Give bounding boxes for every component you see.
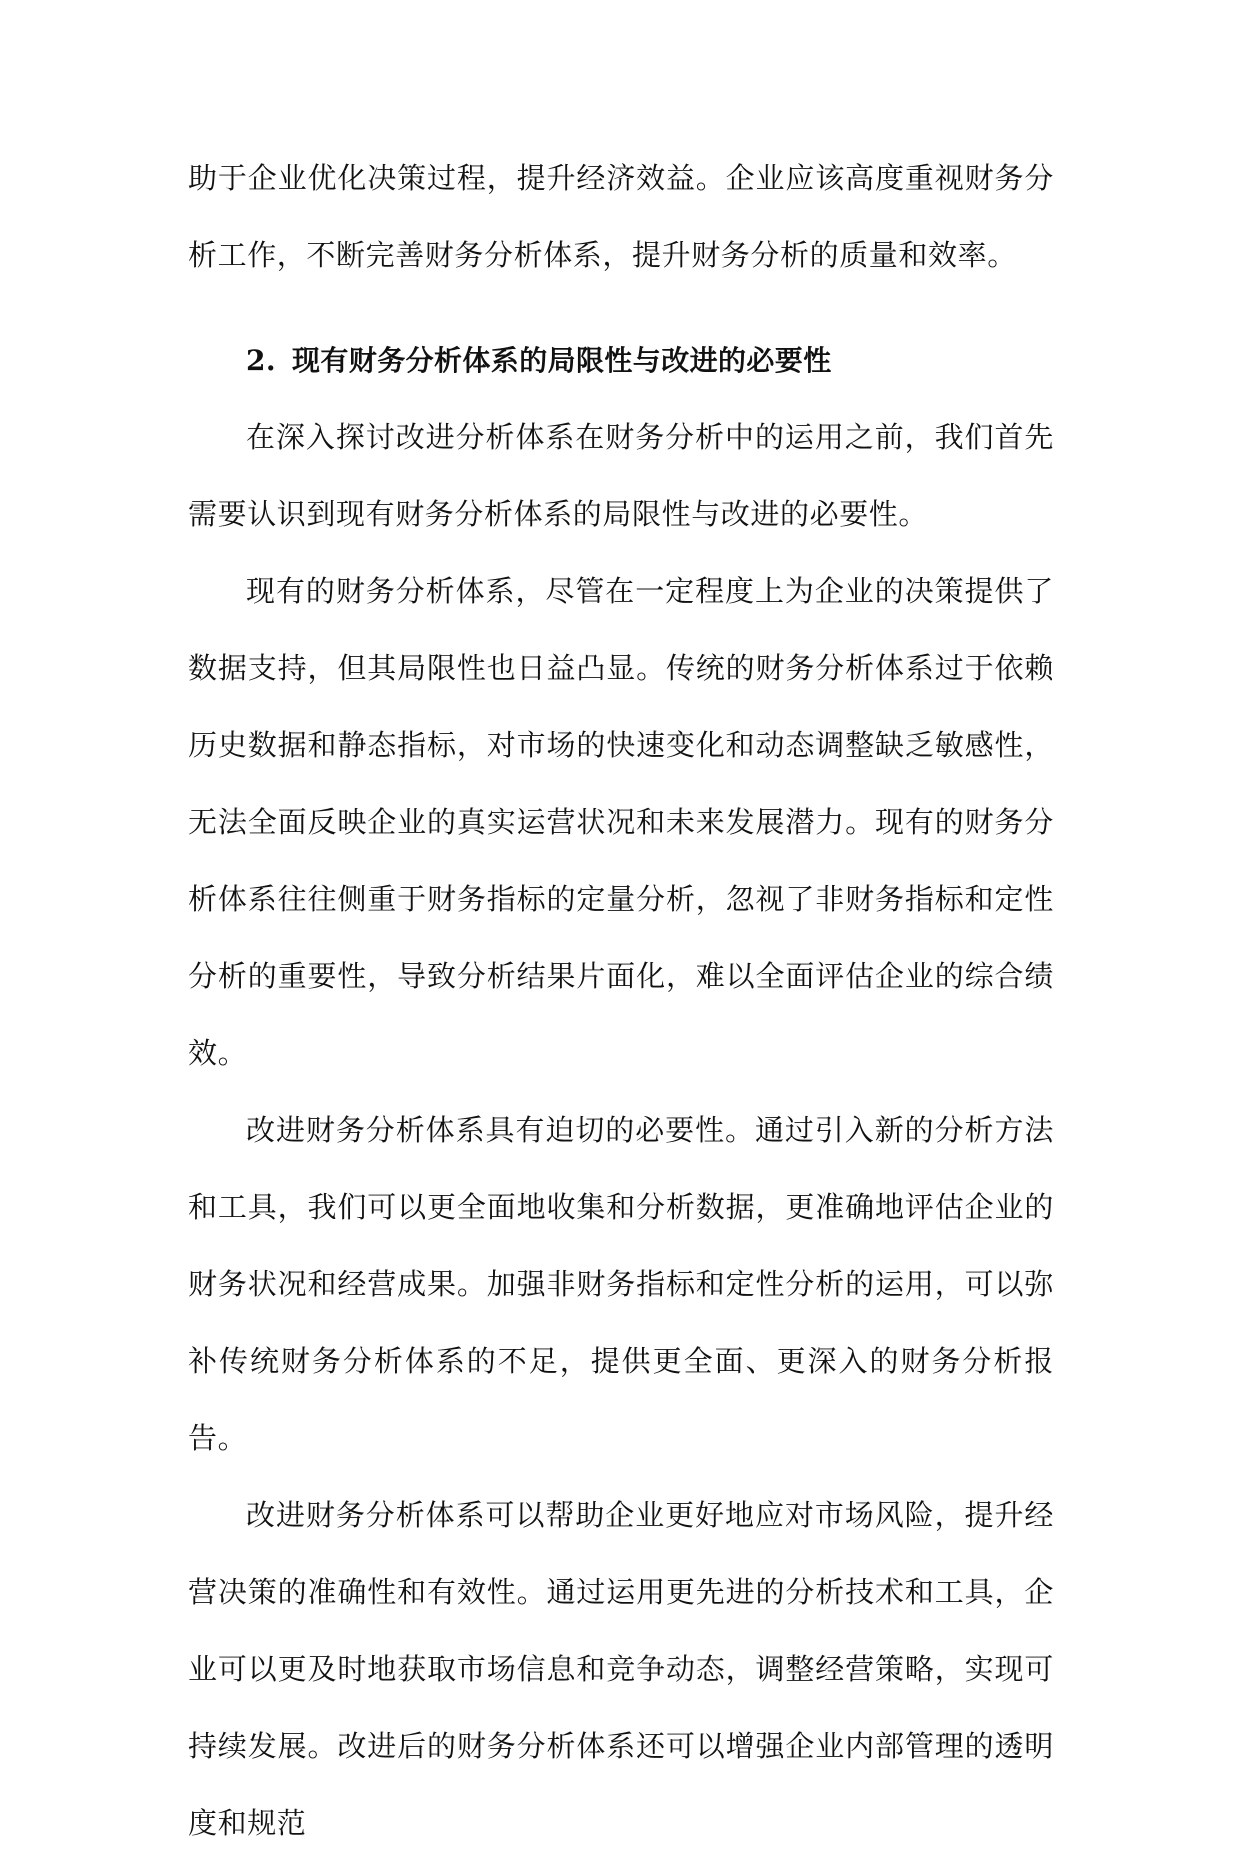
body-paragraph-1: 在深入探讨改进分析体系在财务分析中的运用之前，我们首先需要认识到现有财务分析体系的局限性与改进的必要性。	[188, 420, 1054, 531]
document-body	[188, 140, 1054, 1862]
section-number: 2.	[246, 344, 277, 377]
body-paragraph-2: 现有的财务分析体系，尽管在一定程度上为企业的决策提供了数据支持，但其局限性也日益凸显。传统的财务分析体系过于依赖历史数据和静态指标，对市场的快速变化和动态调整缺乏敏感性，无法全面反映企业的真实运营状况和未来发展潜力。现有的财务分析体系往往侧重于财务指标的定量分析，忽视了非财务指标和定性分析的重要性，导致分析结果片面化，难以全面评估企业的综合绩效。	[188, 574, 1054, 1070]
section-heading	[188, 322, 1054, 399]
intro-paragraph: 助于企业优化决策过程，提升经济效益。企业应该高度重视财务分析工作，不断完善财务分析体系，提升财务分析的质量和效率。	[188, 161, 1054, 272]
body-paragraph-3: 改进财务分析体系具有迫切的必要性。通过引入新的分析方法和工具，我们可以更全面地收集和分析数据，更准确地评估企业的财务状况和经营成果。加强非财务指标和定性分析的运用，可以弥补传统财务分析体系的不足，提供更全面、更深入的财务分析报告。	[188, 1113, 1054, 1455]
section-title: 现有财务分析体系的局限性与改进的必要性	[292, 344, 832, 377]
body-paragraph-4: 改进财务分析体系可以帮助企业更好地应对市场风险，提升经营决策的准确性和有效性。通过运用更先进的分析技术和工具，企业可以更及时地获取市场信息和竞争动态，调整经营策略，实现可持续发展。改进后的财务分析体系还可以增强企业内部管理的透明度和规范	[188, 1498, 1054, 1840]
